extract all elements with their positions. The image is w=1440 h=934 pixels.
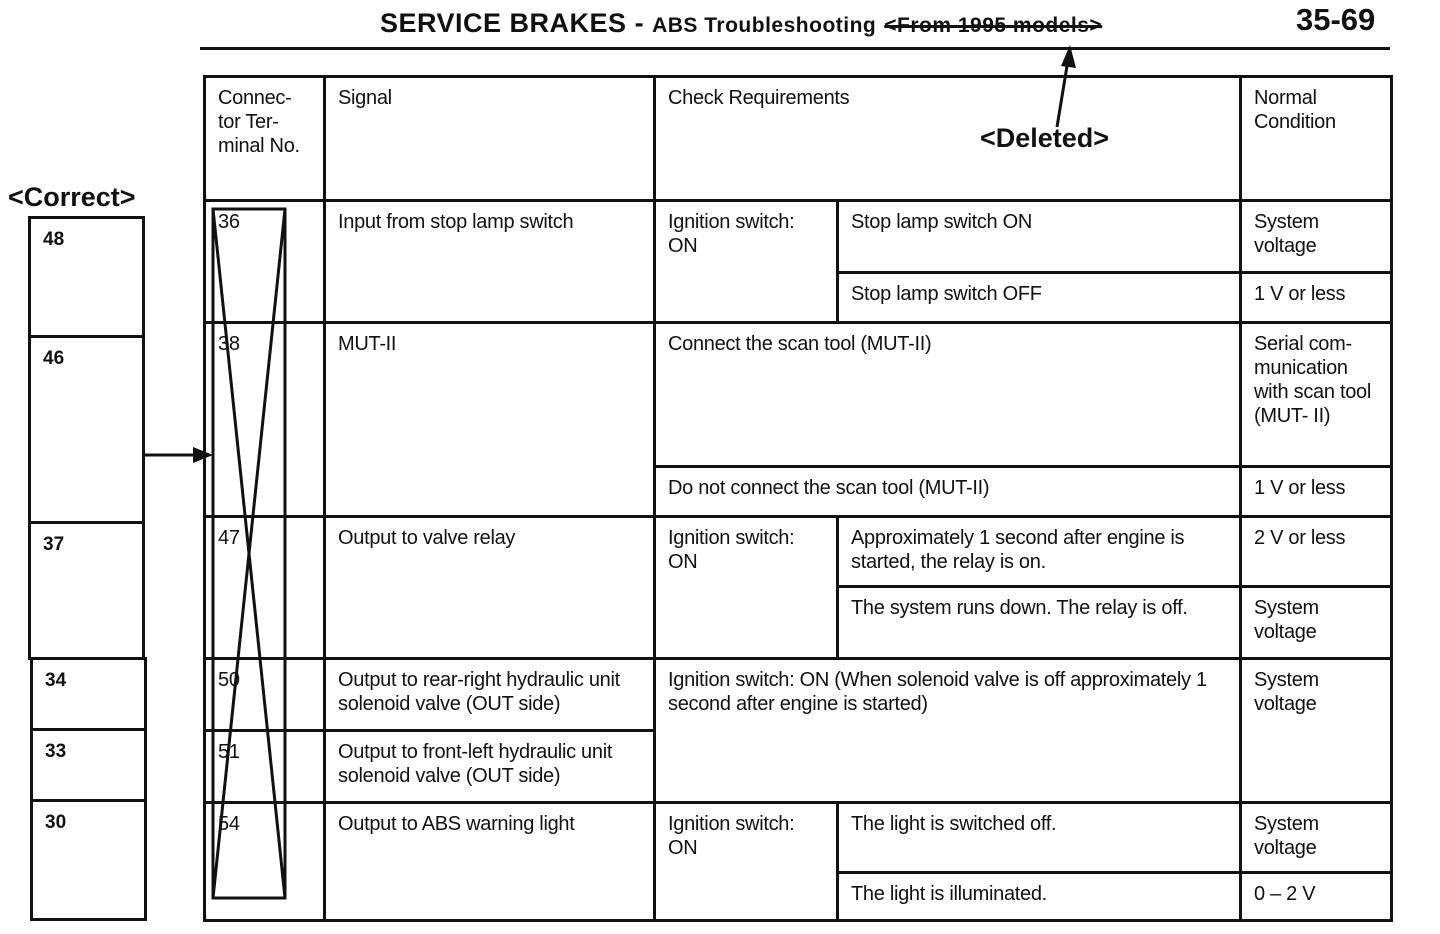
signal-cell: Output to rear-right hydraulic unit solenoid valve (OUT side) <box>325 659 655 731</box>
terminal-cell: 51 <box>205 731 325 803</box>
condition-cell: Ignition switch: ON <box>655 517 838 659</box>
title-dash: - <box>634 8 645 38</box>
header-signal: Signal <box>325 77 655 201</box>
signal-cell: Input from stop lamp switch <box>325 201 655 323</box>
signal-cell: MUT-II <box>325 323 655 517</box>
check-cell: Do not connect the scan tool (MUT-II) <box>655 467 1241 517</box>
check-cell: Ignition switch: ON (When solenoid valve is off approximately 1 second after engine is started) <box>655 659 1241 803</box>
correct-annotation: <Correct> <box>8 182 136 212</box>
header-normal: Normal Condition <box>1241 77 1392 201</box>
normal-cell: 2 V or less <box>1241 517 1392 587</box>
deleted-arrow-line <box>1057 60 1068 127</box>
subtitle: ABS Troubleshooting <box>652 14 877 37</box>
normal-cell: 1 V or less <box>1241 273 1392 323</box>
terminal-cell: 36 <box>205 201 325 323</box>
condition-cell: Ignition switch: ON <box>655 803 838 921</box>
normal-cell: 0 – 2 V <box>1241 873 1392 921</box>
check-cell: The system runs down. The relay is off. <box>838 587 1241 659</box>
correction-cell: 33 <box>30 728 147 802</box>
page-number: 35-69 <box>1296 2 1376 37</box>
signal-cell: Output to valve relay <box>325 517 655 659</box>
deleted-annotation: <Deleted> <box>980 123 1110 153</box>
section-title: SERVICE BRAKES <box>380 8 627 38</box>
signal-cell: Output to front-left hydraulic unit solenoid valve (OUT side) <box>325 731 655 803</box>
signal-cell: Output to ABS warning light <box>325 803 655 921</box>
correction-cell: 48 <box>28 216 145 338</box>
normal-cell: 1 V or less <box>1241 467 1392 517</box>
check-cell: The light is switched off. <box>838 803 1241 873</box>
header-check: Check Requirements <box>655 77 1241 201</box>
condition-cell: Ignition switch: ON <box>655 201 838 323</box>
correction-cell: 30 <box>30 799 147 921</box>
terminal-cell: 38 <box>205 323 325 517</box>
check-cell: Stop lamp switch OFF <box>838 273 1241 323</box>
normal-cell: System voltage <box>1241 201 1392 273</box>
arrow-head-icon <box>1061 45 1076 68</box>
check-cell: The light is illuminated. <box>838 873 1241 921</box>
struck-text: <From 1995 models> <box>884 14 1103 37</box>
terminal-cell: 47 <box>205 517 325 659</box>
correction-cell: 46 <box>28 335 145 524</box>
normal-cell: System voltage <box>1241 803 1392 873</box>
correction-cell: 37 <box>28 521 145 660</box>
normal-cell: System voltage <box>1241 659 1392 803</box>
check-cell: Stop lamp switch ON <box>838 201 1241 273</box>
header-terminal: Connec- tor Ter- minal No. <box>205 77 325 201</box>
check-cell: Connect the scan tool (MUT-II) <box>655 323 1241 467</box>
normal-cell: System voltage <box>1241 587 1392 659</box>
arrow-head-icon <box>193 447 213 463</box>
check-cell: Approximately 1 second after engine is started, the relay is on. <box>838 517 1241 587</box>
terminal-cell: 54 <box>205 803 325 921</box>
terminal-cell: 50 <box>205 659 325 731</box>
correction-cell: 34 <box>30 657 147 731</box>
normal-cell: Serial com- munication with scan tool (MUT- II) <box>1241 323 1392 467</box>
